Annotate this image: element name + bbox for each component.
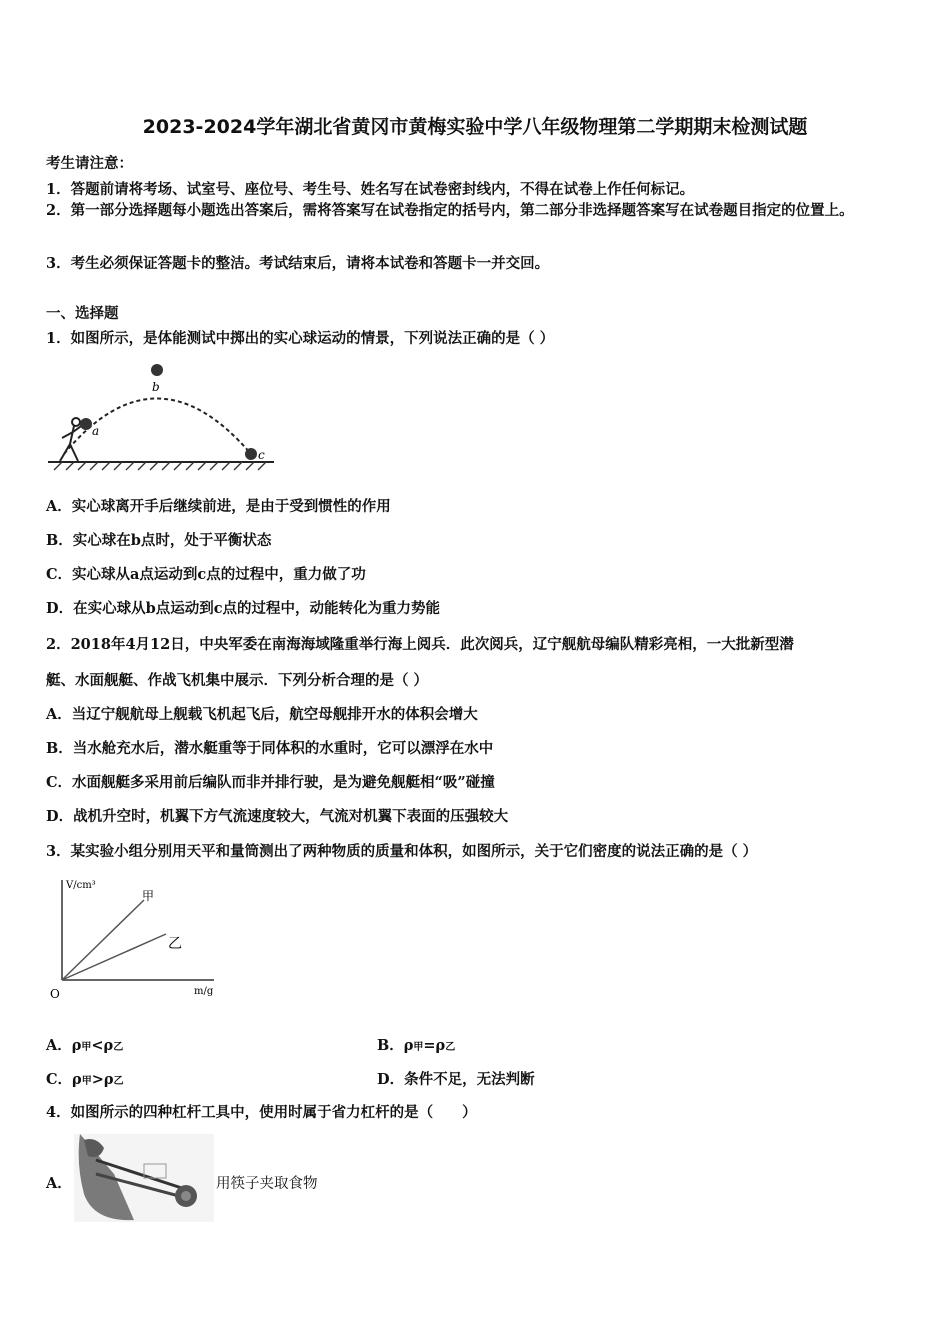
- line-yi-label: 乙: [168, 936, 182, 952]
- origin-label: O: [50, 987, 60, 1001]
- line-jia: [62, 900, 144, 980]
- q3-graph: [46, 870, 226, 1005]
- notice-heading: 考生请注意：: [46, 155, 133, 172]
- q3-option-b: B．ρ甲=ρ乙: [377, 1037, 456, 1054]
- q3-option-d: D．条件不足，无法判断: [377, 1071, 535, 1088]
- q1-option-d: D．在实心球从b点运动到c点的过程中，动能转化为重力势能: [46, 600, 441, 617]
- label-a: a: [92, 424, 100, 438]
- label-c: c: [258, 448, 265, 462]
- q4-option-a-letter: A．: [46, 1175, 72, 1192]
- q2-option-a: A．当辽宁舰航母上舰载飞机起飞后，航空母舰排开水的体积会增大: [46, 706, 478, 723]
- q1-option-a: A．实心球离开手后继续前进，是由于受到惯性的作用: [46, 498, 391, 515]
- q1-figure: [46, 358, 278, 474]
- ground-hatching: [54, 462, 266, 470]
- q3-option-a: A．ρ甲<ρ乙: [46, 1037, 124, 1054]
- q1-stem: 1．如图所示，是体能测试中掷出的实心球运动的情景，下列说法正确的是（ ）: [46, 330, 555, 347]
- q2-option-b: B．当水舱充水后，潜水艇重等于同体积的水重时，它可以漂浮在水中: [46, 740, 494, 757]
- notice-item-1: 1．答题前请将考场、试室号、座位号、考生号、姓名写在试卷密封线内，不得在试卷上作任何标记。: [46, 181, 695, 198]
- notice-item-2: 2．第一部分选择题每小题选出答案后，需将答案写在试卷指定的括号内，第二部分非选择题答案写在试卷题目指定的位置上。: [46, 202, 854, 219]
- q3-option-c: C．ρ甲>ρ乙: [46, 1071, 124, 1088]
- ball-at-c: [245, 448, 257, 460]
- ball-at-a: [80, 418, 92, 430]
- q3-stem: 3．某实验小组分别用天平和量筒测出了两种物质的质量和体积，如图所示，关于它们密度的说法正确的是（ ）: [46, 843, 758, 860]
- line-yi: [62, 934, 166, 980]
- q1-option-b: B．实心球在b点时，处于平衡状态: [46, 532, 272, 549]
- page-title: 2023-2024学年湖北省黄冈市黄梅实验中学八年级物理第二学期期末检测试题: [142, 116, 808, 138]
- q2-option-c: C．水面舰艇多采用前后编队而非并排行驶，是为避免舰艇相“吸”碰撞: [46, 774, 495, 791]
- line-jia-label: 甲: [142, 889, 155, 903]
- y-axis-label: V/cm³: [66, 880, 96, 891]
- section-heading: 一、选择题: [46, 305, 119, 322]
- chopsticks-photo: [74, 1134, 214, 1222]
- label-b: b: [152, 380, 160, 394]
- x-axis-label: m/g: [194, 986, 214, 997]
- ball-at-b: [151, 364, 163, 376]
- q2-stem-line2: 艇、水面舰艇、作战飞机集中展示．下列分析合理的是（ ）: [46, 672, 429, 689]
- q4-option-a-text: 用筷子夹取食物: [216, 1176, 318, 1192]
- q4-stem: 4．如图所示的四种杠杆工具中，使用时属于省力杠杆的是（ ）: [46, 1104, 477, 1121]
- notice-item-3: 3．考生必须保证答题卡的整洁。考试结束后，请将本试卷和答题卡一并交回。: [46, 255, 550, 272]
- q2-stem-line1: 2．2018年4月12日，中央军委在南海海域隆重举行海上阅兵．此次阅兵，辽宁舰航母编队精彩亮相，一大批新型潜: [46, 636, 794, 653]
- q2-option-d: D．战机升空时，机翼下方气流速度较大，气流对机翼下表面的压强较大: [46, 808, 509, 825]
- q1-option-c: C．实心球从a点运动到c点的过程中，重力做了功: [46, 566, 366, 583]
